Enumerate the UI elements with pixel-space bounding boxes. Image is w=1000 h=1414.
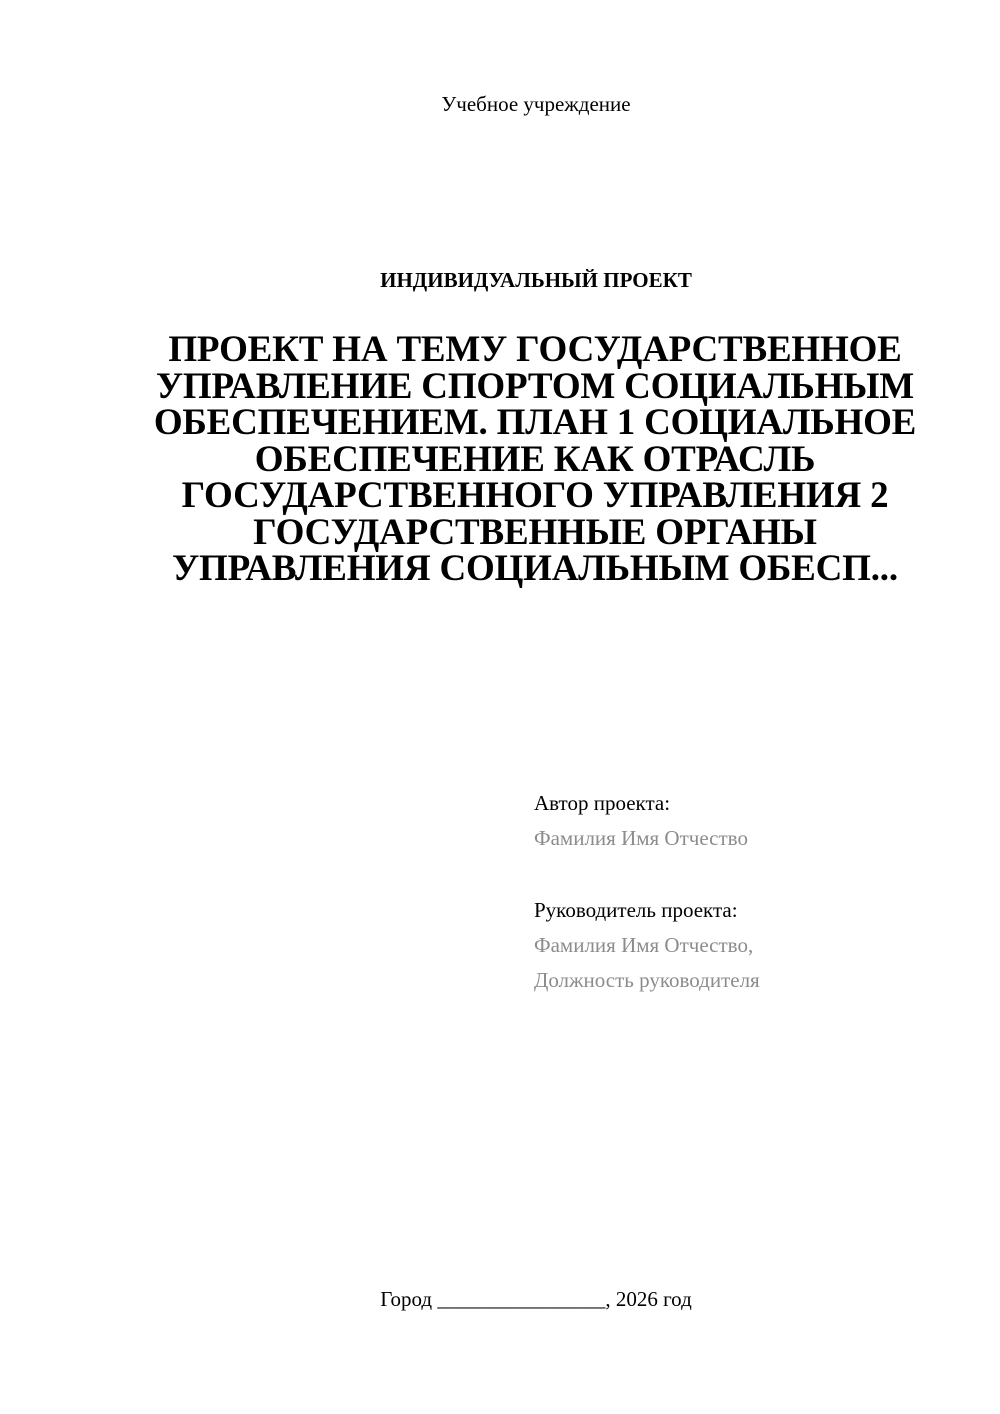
document-type: ИНДИВИДУАЛЬНЫЙ ПРОЕКТ [380,268,692,292]
author-name: Фамилия Имя Отчество [534,826,748,850]
author-label: Автор проекта: [534,791,671,815]
city-year-line: Город ________________, 2026 год [380,1287,692,1311]
author-block [534,786,974,856]
project-title: ПРОЕКТ НА ТЕМУ ГОСУДАРСТВЕННОЕ УПРАВЛЕНИЕ СПОРТОМ СОЦИАЛЬНЫМ ОБЕСПЕЧЕНИЕМ. ПЛАН 1 СОЦИАЛЬНОЕ ОБЕСПЕЧЕНИЕ КАК ОТРАСЛЬ ГОСУДАРСТВЕННОГО УПРАВЛЕНИЯ 2 ГОСУДАРСТВЕННЫЕ ОРГАНЫ УПРАВЛЕНИЯ СОЦИАЛЬНЫМ ОБЕСП... [153,329,917,589]
institution-name: Учебное учреждение [441,92,631,116]
supervisor-position: Должность руководителя [534,968,760,992]
supervisor-block [534,893,974,998]
supervisor-name: Фамилия Имя Отчество, [534,933,754,957]
supervisor-label: Руководитель проекта: [534,898,738,922]
